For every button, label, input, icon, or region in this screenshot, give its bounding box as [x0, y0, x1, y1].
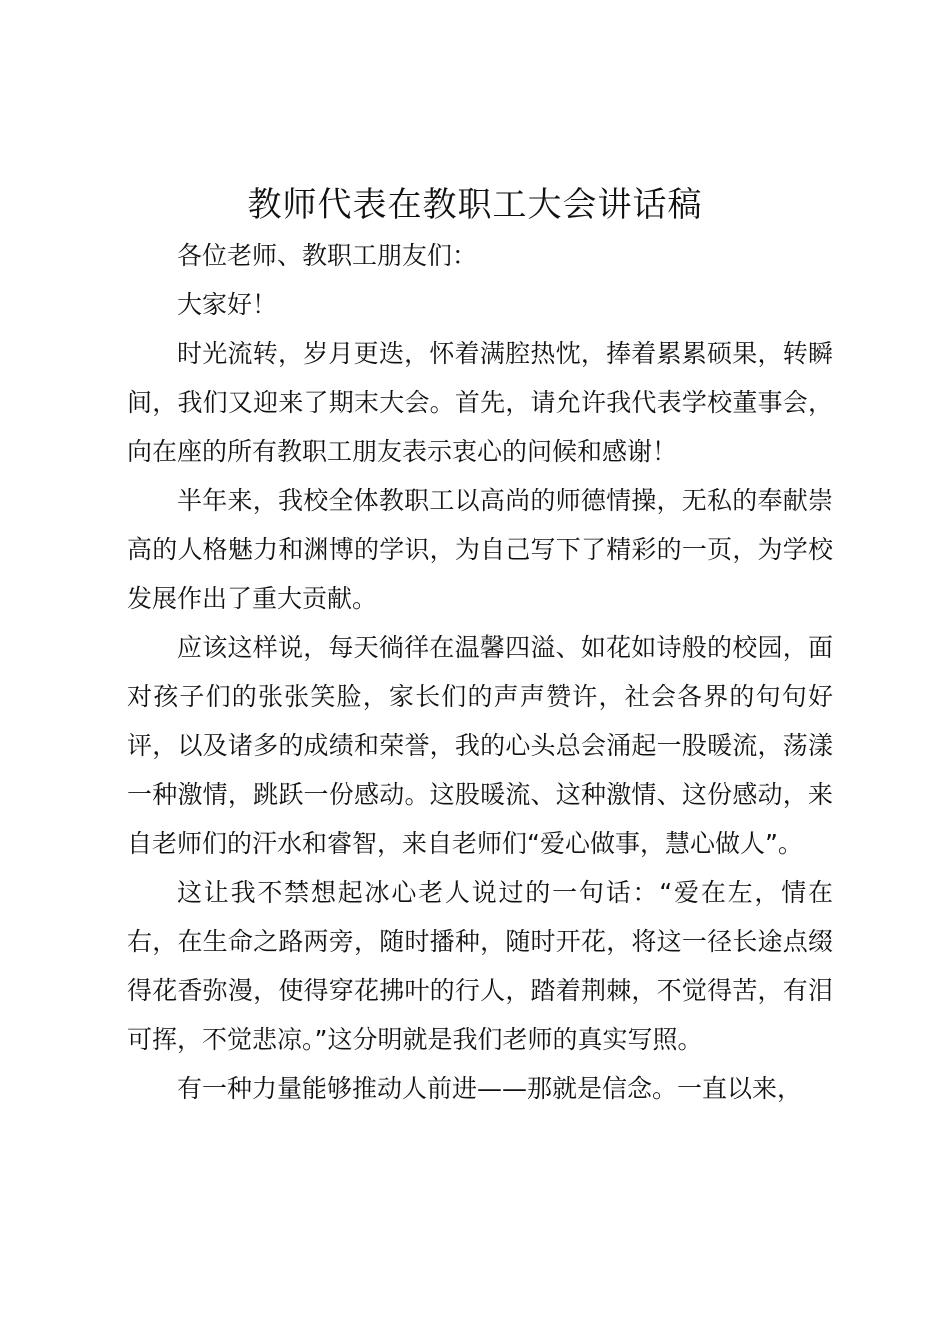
paragraph: 时光流转，岁月更迭，怀着满腔热忱，捧着累累硕果，转瞬间，我们又迎来了期末大会。首先，请允许我代表学校董事会，向在座的所有教职工朋友表示衷心的问候和感谢！: [127, 339, 833, 466]
paragraph-greeting: 大家好！: [177, 290, 278, 319]
paragraph: 这让我不禁想起冰心老人说过的一句话：“爱在左，情在右，在生命之路两旁，随时播种，随时开花，将这一径长途点缀得花香弥漫，使得穿花拂叶的行人，踏着荆棘，不觉得苦，有泪可挥，不觉悲凉。”这分明就是我们老师的真实写照。: [127, 878, 833, 1054]
paragraph: 半年来，我校全体教职工以高尚的师德情操，无私的奉献崇高的人格魅力和渊博的学识，为自己写下了精彩的一页，为学校发展作出了重大贡献。: [127, 486, 833, 613]
paragraph: 应该这样说，每天徜徉在温馨四溢、如花如诗般的校园，面对孩子们的张张笑脸，家长们的声声赞许，社会各界的句句好评，以及诸多的成绩和荣誉，我的心头总会涌起一股暖流，荡漾一种激情，跳跃一份感动。这股暖流、这种激情、这份感动，来自老师们的汗水和睿智，来自老师们“爱心做事，慧心做人”。: [127, 633, 833, 858]
document-body: [127, 231, 833, 1113]
document-title: 教师代表在教职工大会讲话稿: [247, 185, 703, 225]
paragraph: 有一种力量能够推动人前进——那就是信念。一直以来，: [177, 1074, 803, 1103]
paragraph-salutation: 各位老师、教职工朋友们：: [177, 241, 478, 270]
